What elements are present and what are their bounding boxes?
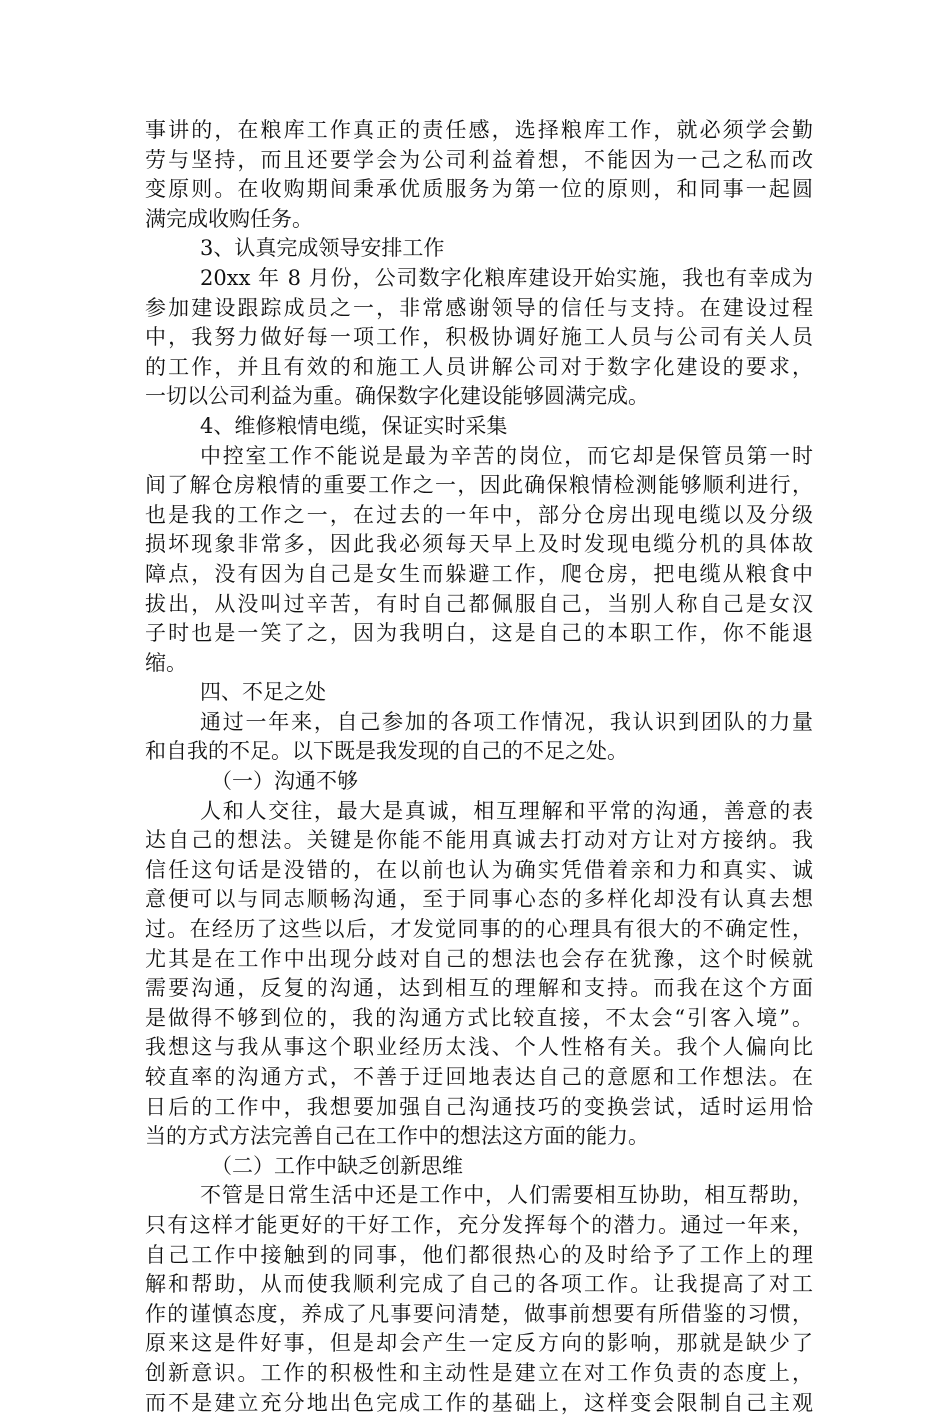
text-line: 参加建设跟踪成员之一，非常感谢领导的信任与支持。在建设过程 [145,295,813,320]
text-line: 损坏现象非常多，因此我必须每天早上及时发现电缆分机的具体故 [145,532,813,557]
text-line: 中控室工作不能说是最为辛苦的岗位，而它却是保管员第一时 [200,443,813,468]
text-line: 变原则。在收购期间秉承优质服务为第一位的原则，和同事一起圆 [145,177,813,202]
text-line: 子时也是一笑了之，因为我明白，这是自己的本职工作，你不能退 [145,621,813,646]
text-line: 劳与坚持，而且还要学会为公司利益着想，不能因为一己之私而改 [145,147,813,172]
text-line: 四、不足之处 [200,680,326,705]
text-line: 当的方式方法完善自己在工作中的想法这方面的能力。 [145,1124,649,1149]
text-line: 20xx 年 8 月份，公司数字化粮库建设开始实施，我也有幸成为 [200,265,813,290]
text-line: 间了解仓房粮情的重要工作之一，因此确保粮情检测能够顺利进行， [145,473,813,498]
text-line: 信任这句话是没错的，在以前也认为确实凭借着亲和力和真实、诚 [145,857,813,882]
text-line: 原来这是件好事，但是却会产生一定反方向的影响，那就是缺少了 [145,1331,813,1356]
text-line: 也是我的工作之一，在过去的一年中，部分仓房出现电缆以及分级 [145,502,813,527]
text-line: 障点，没有因为自己是女生而躲避工作，爬仓房，把电缆从粮食中 [145,561,813,586]
text-line: 中，我努力做好每一项工作，积极协调好施工人员与公司有关人员 [145,325,813,350]
text-line: 的工作，并且有效的和施工人员讲解公司对于数字化建设的要求， [145,354,813,379]
text-line: 达自己的想法。关键是你能不能用真诚去打动对方让对方接纳。我 [145,828,813,853]
text-line: 尤其是在工作中出现分歧对自己的想法也会存在犹豫，这个时候就 [145,946,813,971]
text-line: 3、认真完成领导安排工作 [200,236,445,261]
text-line: 是做得不够到位的，我的沟通方式比较直接，不太会“引客入境”。 [145,1005,813,1030]
text-line: 一切以公司利益为重。确保数字化建设能够圆满完成。 [145,384,649,409]
text-line: 人和人交往，最大是真诚，相互理解和平常的沟通，善意的表 [200,798,813,823]
text-line: 我想这与我从事这个职业经历太浅、个人性格有关。我个人偏向比 [145,1035,813,1060]
text-line: （二）工作中缺乏创新思维 [211,1153,463,1178]
text-line: 需要沟通，反复的沟通，达到相互的理解和支持。而我在这个方面 [145,976,813,1001]
text-line: 不管是日常生活中还是工作中，人们需要相互协助，相互帮助， [200,1183,813,1208]
text-line: 拔出，从没叫过辛苦，有时自己都佩服自己，当别人称自己是女汉 [145,591,813,616]
text-line: 作的谨慎态度，养成了凡事要问清楚，做事前想要有所借鉴的习惯， [145,1301,813,1326]
text-line: 满完成收购任务。 [145,206,313,231]
text-line: 创新意识。工作的积极性和主动性是建立在对工作负责的态度上， [145,1360,813,1385]
text-line: 意便可以与同志顺畅沟通，至于同事心态的多样化却没有认真去想 [145,887,813,912]
text-line: 4、维修粮情电缆，保证实时采集 [200,413,508,438]
text-line: 自己工作中接触到的同事，他们都很热心的及时给予了工作上的理 [145,1242,813,1267]
text-line: （一）沟通不够 [211,769,358,794]
text-line: 而不是建立充分地出色完成工作的基础上，这样变会限制自己主观 [145,1390,813,1415]
text-line: 过。在经历了这些以后，才发觉同事的的心理具有很大的不确定性， [145,917,813,942]
text-line: 只有这样才能更好的干好工作，充分发挥每个的潜力。通过一年来， [145,1212,813,1237]
text-line: 较直率的沟通方式，不善于迂回地表达自己的意愿和工作想法。在 [145,1065,813,1089]
text-line: 日后的工作中，我想要加强自己沟通技巧的变换尝试，适时运用恰 [145,1094,813,1119]
text-line: 通过一年来，自己参加的各项工作情况，我认识到团队的力量 [200,709,813,734]
text-line: 和自我的不足。以下既是我发现的自己的不足之处。 [145,739,628,764]
text-line: 解和帮助，从而使我顺利完成了自己的各项工作。让我提高了对工 [145,1272,813,1297]
document-body [145,116,813,1418]
text-line: 缩。 [145,650,187,675]
text-line: 事讲的，在粮库工作真正的责任感，选择粮库工作，就必须学会勤 [145,118,813,142]
